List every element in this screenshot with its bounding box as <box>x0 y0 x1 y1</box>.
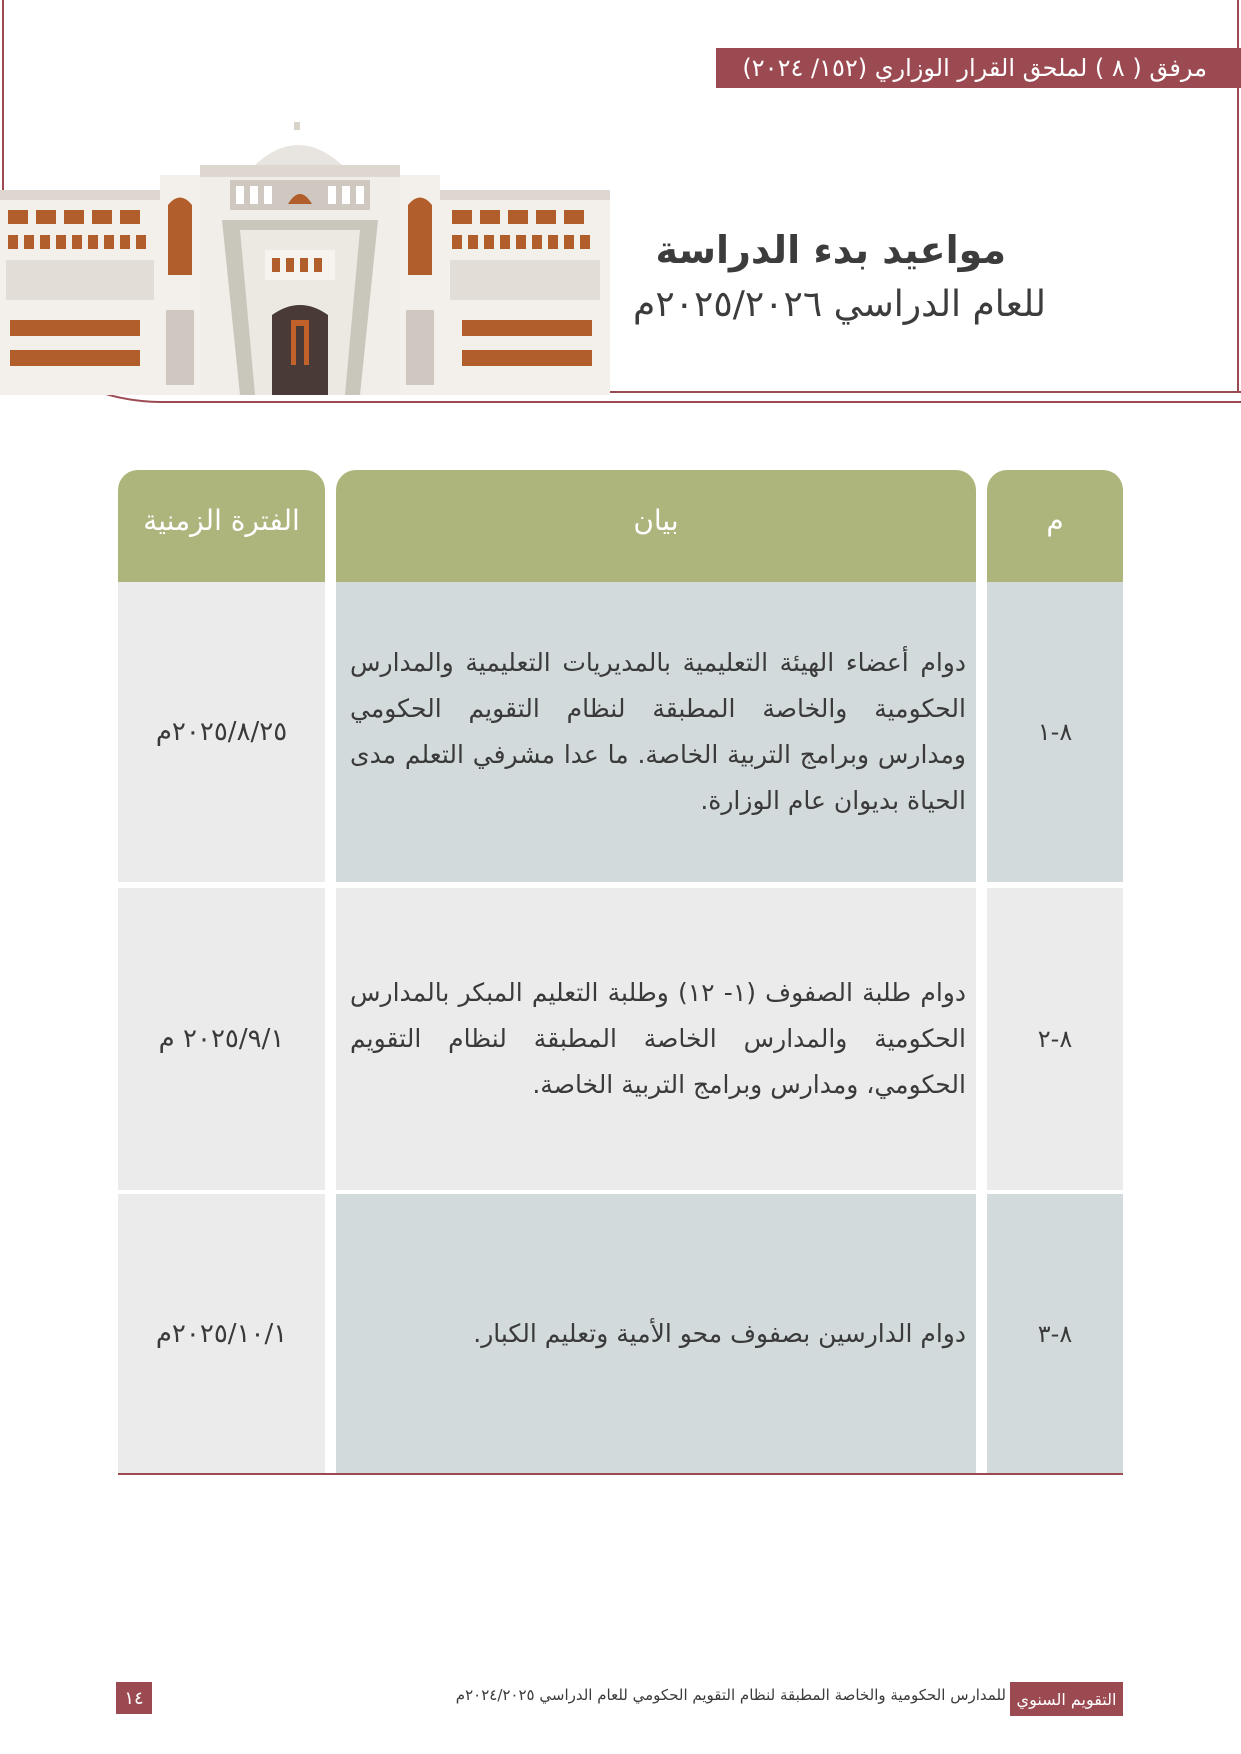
page-subtitle: للعام الدراسي ٢٠٢٥/٢٠٢٦م <box>633 284 1046 325</box>
row-description-text: دوام أعضاء الهيئة التعليمية بالمديريات التعليمية والمدارس الحكومية والخاصة المطبقة لنظام التقويم الحكومي ومدارس وبرامج التربية الخاصة. ما عدا مشرفي التعلم مدى الحياة بديوان عام الوزارة. <box>350 648 966 815</box>
table-row-period: ٢٠٢٥/٩/١ م <box>118 888 325 1190</box>
footer-label: التقويم السنوي <box>1010 1682 1123 1716</box>
page-title: مواعيد بدء الدراسة <box>655 228 1006 272</box>
row-description-text: دوام الدارسين بصفوف محو الأمية وتعليم الكبار. <box>473 1318 966 1348</box>
column-header-description: بيان <box>336 470 976 582</box>
column-header-period: الفترة الزمنية <box>118 470 325 582</box>
row-description-text: دوام طلبة الصفوف (١- ١٢) وطلبة التعليم المبكر بالمدارس الحكومية والمدارس الخاصة المطبقة لنظام التقويم الحكومي، ومدارس وبرامج التربية الخاصة. <box>350 978 966 1099</box>
page-number: ١٤ <box>116 1682 152 1714</box>
table-row-period: ٢٠٢٥/١٠/١م <box>118 1194 325 1473</box>
annex-banner: مرفق ( ٨ ) لملحق القرار الوزاري (١٥٢/ ٢٠٢٤) <box>716 48 1241 88</box>
table-row-number: ٨-٣ <box>987 1194 1123 1473</box>
column-header-number: م <box>987 470 1123 582</box>
table-row-description <box>336 582 976 882</box>
ministry-building-illustration <box>0 120 610 400</box>
table-row-description <box>336 888 976 1190</box>
table-row-description <box>336 1194 976 1473</box>
footer-text: للمدارس الحكومية والخاصة المطبقة لنظام التقويم الحكومي للعام الدراسي ٢٠٢٤/٢٠٢٥م <box>455 1686 1006 1704</box>
table-row-number: ٨-٢ <box>987 888 1123 1190</box>
table-bottom-rule <box>118 1473 1123 1475</box>
table-row-period: ٢٠٢٥/٨/٢٥م <box>118 582 325 882</box>
table-row-number: ٨-١ <box>987 582 1123 882</box>
